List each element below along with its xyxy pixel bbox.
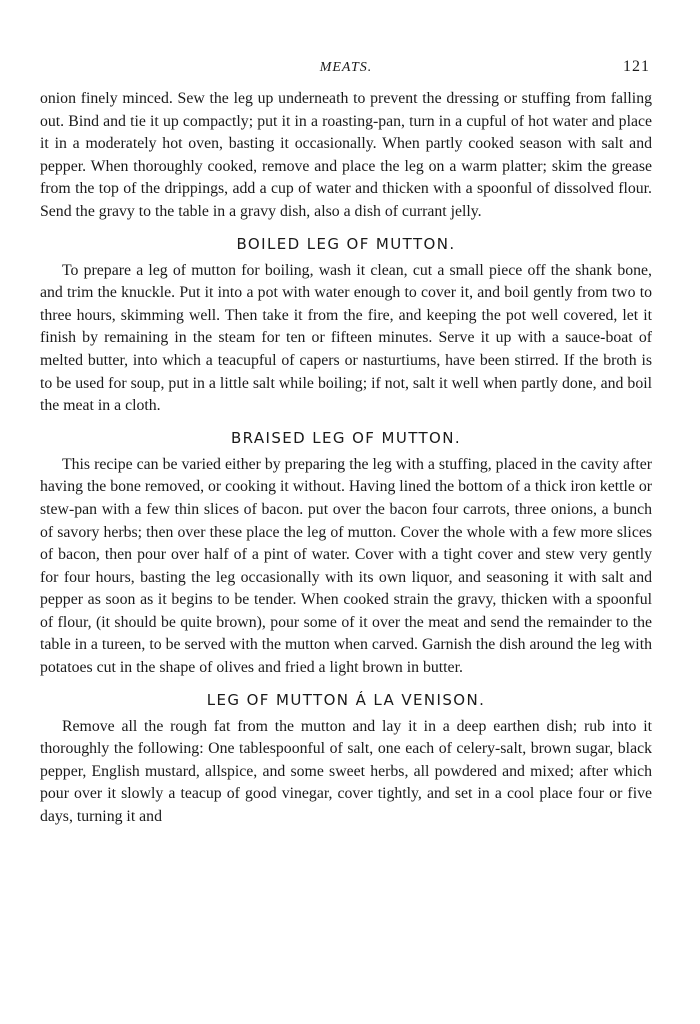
braised-recipe-body: This recipe can be varied either by preparing the leg with a stuffing, placed in the cavity after having the bone removed, or cooking it without. Having lined the bottom of a thick iron kettle or stew-pan with a few thin slices of bacon. put over the bacon four carrots, three onions, a bunch of savory herbs; then over these place the leg of mutton. Cover the whole with a few more slices of bacon, then pour over half of a pint of water. Cover with a tight cover and stew very gently for four hours, basting the leg occasionally with its own liquor, and seasoning it with salt and pepper as soon as it begins to be tender. When cooked strain the gravy, thicken with a spoonful of flour, (it should be quite brown), pour some of it over the meat and send the remainder to the table in a tureen, to be served with the mutton when carved. Garnish the dish around the leg with potatoes cut in the shape of olives and fried a light brown in butter. [40, 455, 652, 677]
page-number: 121 [623, 58, 650, 75]
braised-recipe-title: BRAISED LEG OF MUTTON. [230, 428, 462, 447]
intro-continuation-paragraph: onion finely minced. Sew the leg up underneath to prevent the dressing or stuffing from falling out. Bind and tie it up compactly; put it in a roasting-pan, turn in a cupful of hot water and place it in a moderately hot oven, basting it occasionally. When partly cooked season with salt and pepper. When thoroughly cooked, remove and place the leg on a warm platter; skim the grease from the top of the drippings, add a cup of water and thicken with a spoonful of dissolved flour. Send the gravy to the table in a gravy dish, also a dish of currant jelly. [40, 90, 652, 220]
boiled-recipe-title: BOILED LEG OF MUTTON. [236, 234, 456, 253]
venison-recipe-title: LEG OF MUTTON Á LA VENISON. [206, 690, 486, 709]
section-title: MEATS. [319, 60, 373, 75]
venison-recipe-body: Remove all the rough fat from the mutton and lay it in a deep earthen dish; rub into it thoroughly the following: One tablespoonful of salt, one each of celery-salt, brown sugar, black pepper, English mustard, allspice, and some sweet herbs, all powdered and mixed; after which pour over it slowly a teacup of good vinegar, cover tightly, and set in a cool place four or five days, turning it and [40, 717, 652, 826]
boiled-recipe-body: To prepare a leg of mutton for boiling, wash it clean, cut a small piece off the shank bone, and trim the knuckle. Put it into a pot with water enough to cover it, and boil gently from two to three hours, skimming well. Then take it from the fire, and keeping the pot well covered, let it finish by remaining in the steam for ten or fifteen minutes. Serve it up with a sauce-boat of melted butter, into which a teacupful of capers or nasturtiums, have been stirred. If the broth is to be used for soup, put in a little salt while boiling; if not, salt it well when partly done, and boil the meat in a cloth. [40, 261, 652, 415]
running-head [40, 58, 652, 82]
